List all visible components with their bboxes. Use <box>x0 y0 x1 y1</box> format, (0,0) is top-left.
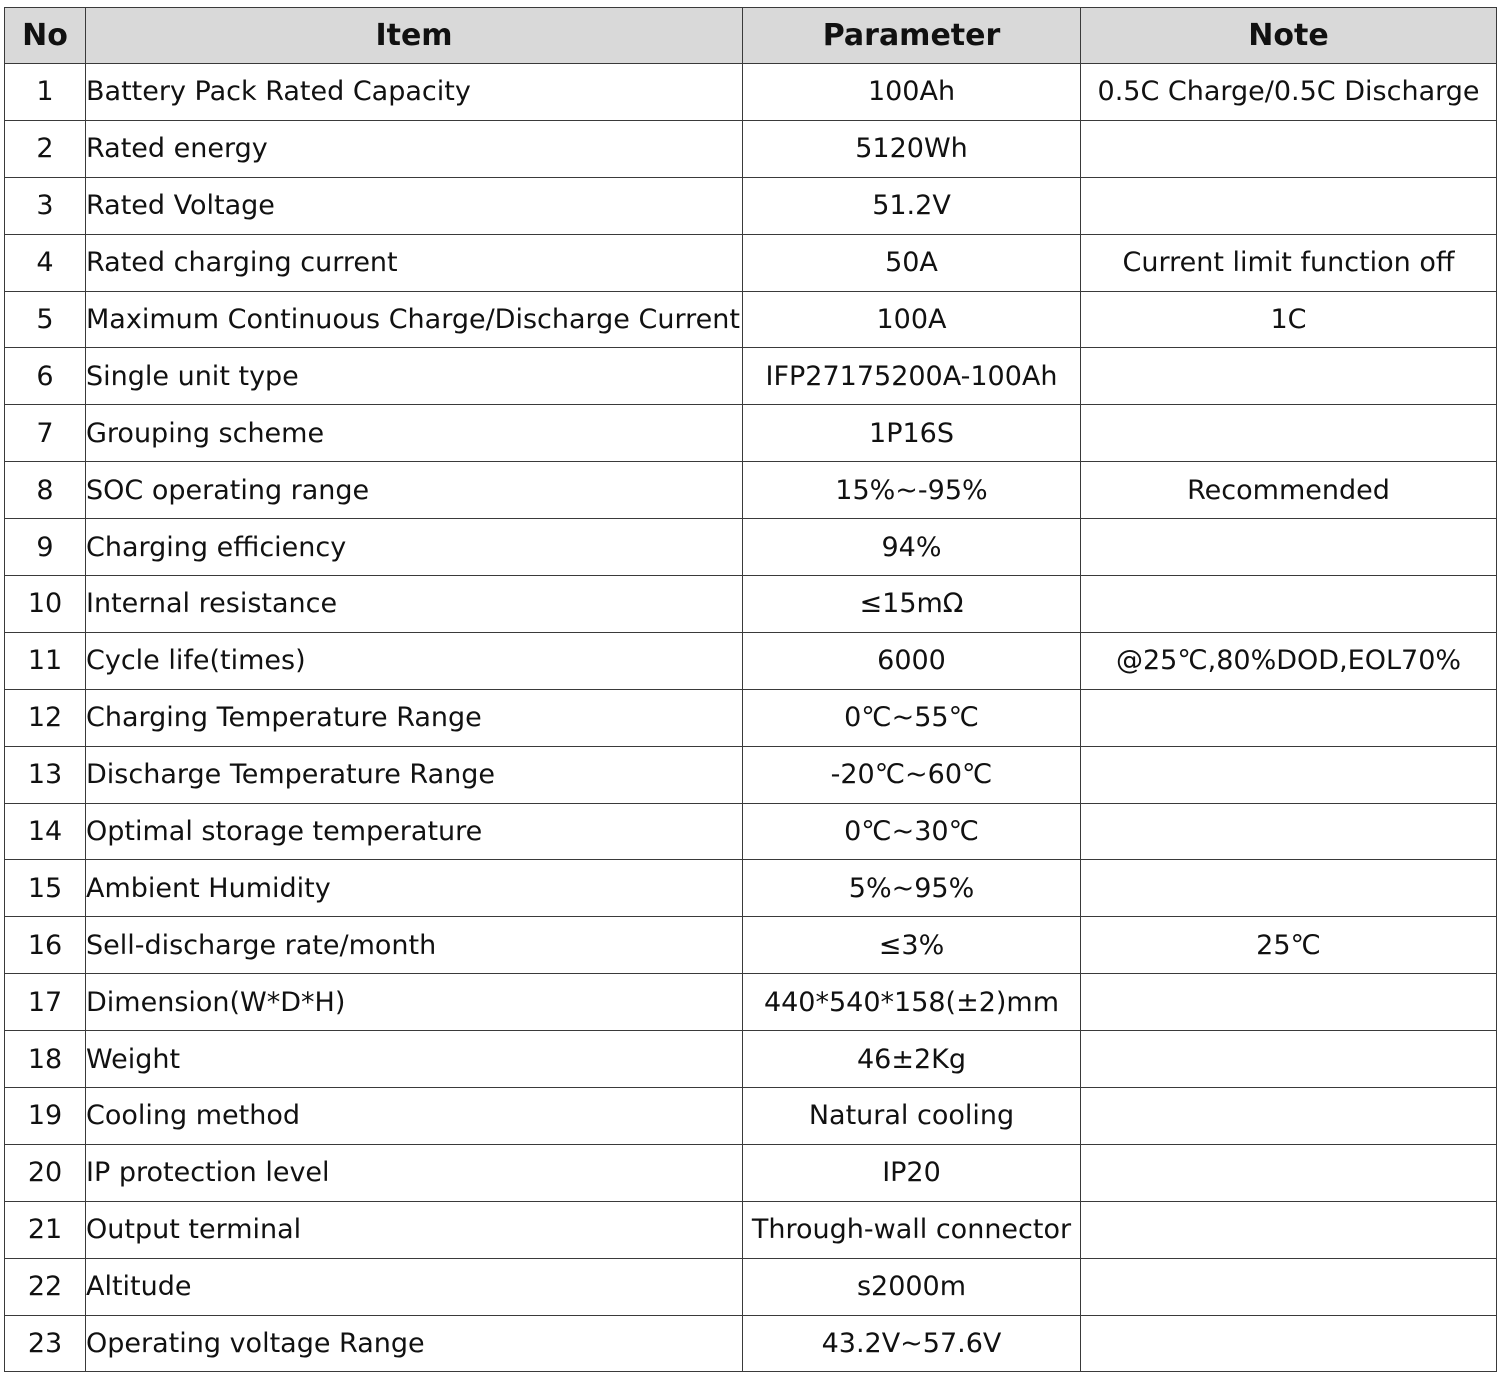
cell-no: 12 <box>5 689 86 746</box>
header-parameter: Parameter <box>743 8 1081 64</box>
table-row <box>5 1258 1497 1315</box>
cell-parameter: 1P16S <box>743 405 1081 462</box>
cell-note: @25℃,80%DOD,EOL70% <box>1081 632 1497 689</box>
table-row <box>5 917 1497 974</box>
cell-note <box>1081 177 1497 234</box>
cell-parameter: s2000m <box>743 1258 1081 1315</box>
cell-parameter: IFP27175200A-100Ah <box>743 348 1081 405</box>
cell-no: 7 <box>5 405 86 462</box>
cell-note <box>1081 1315 1497 1372</box>
cell-no: 18 <box>5 1031 86 1088</box>
cell-note <box>1081 1144 1497 1201</box>
cell-parameter: ≤15mΩ <box>743 576 1081 633</box>
cell-item: Maximum Continuous Charge/Discharge Current <box>86 291 743 348</box>
cell-no: 15 <box>5 860 86 917</box>
cell-parameter: 6000 <box>743 632 1081 689</box>
cell-item: Cooling method <box>86 1088 743 1145</box>
cell-no: 5 <box>5 291 86 348</box>
cell-no: 3 <box>5 177 86 234</box>
cell-item: Optimal storage temperature <box>86 803 743 860</box>
cell-item: Dimension(W*D*H) <box>86 974 743 1031</box>
table-row <box>5 689 1497 746</box>
cell-no: 17 <box>5 974 86 1031</box>
cell-parameter: 0℃~30℃ <box>743 803 1081 860</box>
cell-item: Grouping scheme <box>86 405 743 462</box>
table-row <box>5 1031 1497 1088</box>
cell-no: 9 <box>5 519 86 576</box>
cell-item: Operating voltage Range <box>86 1315 743 1372</box>
table-row <box>5 291 1497 348</box>
cell-note <box>1081 576 1497 633</box>
table-row <box>5 1144 1497 1201</box>
header-no: No <box>5 8 86 64</box>
cell-parameter: -20℃~60℃ <box>743 746 1081 803</box>
table-body <box>5 64 1497 1372</box>
cell-item: Charging efficiency <box>86 519 743 576</box>
cell-item: Single unit type <box>86 348 743 405</box>
cell-no: 22 <box>5 1258 86 1315</box>
cell-parameter: 51.2V <box>743 177 1081 234</box>
table-row <box>5 974 1497 1031</box>
cell-item: Altitude <box>86 1258 743 1315</box>
cell-parameter: 94% <box>743 519 1081 576</box>
table-row <box>5 120 1497 177</box>
table-row <box>5 803 1497 860</box>
cell-item: Discharge Temperature Range <box>86 746 743 803</box>
cell-no: 21 <box>5 1201 86 1258</box>
cell-note: 1C <box>1081 291 1497 348</box>
cell-note <box>1081 1258 1497 1315</box>
cell-note <box>1081 860 1497 917</box>
cell-item: SOC operating range <box>86 462 743 519</box>
cell-item: Charging Temperature Range <box>86 689 743 746</box>
cell-note <box>1081 120 1497 177</box>
cell-parameter: IP20 <box>743 1144 1081 1201</box>
cell-item: Rated Voltage <box>86 177 743 234</box>
cell-note <box>1081 803 1497 860</box>
table-row <box>5 348 1497 405</box>
cell-parameter: 0℃~55℃ <box>743 689 1081 746</box>
cell-parameter: 100Ah <box>743 64 1081 121</box>
table-row <box>5 177 1497 234</box>
cell-item: Output terminal <box>86 1201 743 1258</box>
table-row <box>5 234 1497 291</box>
cell-parameter: ≤3% <box>743 917 1081 974</box>
header-row <box>5 8 1497 64</box>
table-row <box>5 1315 1497 1372</box>
cell-parameter: 50A <box>743 234 1081 291</box>
cell-no: 2 <box>5 120 86 177</box>
cell-item: Rated energy <box>86 120 743 177</box>
cell-item: IP protection level <box>86 1144 743 1201</box>
cell-no: 11 <box>5 632 86 689</box>
table-row <box>5 519 1497 576</box>
cell-note: 25℃ <box>1081 917 1497 974</box>
cell-note <box>1081 746 1497 803</box>
cell-no: 10 <box>5 576 86 633</box>
cell-parameter: Through-wall connector <box>743 1201 1081 1258</box>
cell-item: Cycle life(times) <box>86 632 743 689</box>
cell-no: 19 <box>5 1088 86 1145</box>
cell-no: 13 <box>5 746 86 803</box>
header-item: Item <box>86 8 743 64</box>
cell-parameter: Natural cooling <box>743 1088 1081 1145</box>
cell-item: Ambient Humidity <box>86 860 743 917</box>
cell-note <box>1081 348 1497 405</box>
cell-item: Sell-discharge rate/month <box>86 917 743 974</box>
table-row <box>5 405 1497 462</box>
table-row <box>5 576 1497 633</box>
table-row <box>5 64 1497 121</box>
table-row <box>5 860 1497 917</box>
cell-note: Recommended <box>1081 462 1497 519</box>
cell-parameter: 100A <box>743 291 1081 348</box>
table-row <box>5 632 1497 689</box>
table-row <box>5 1201 1497 1258</box>
cell-no: 4 <box>5 234 86 291</box>
cell-parameter: 43.2V~57.6V <box>743 1315 1081 1372</box>
cell-note: Current limit function off <box>1081 234 1497 291</box>
cell-note <box>1081 1031 1497 1088</box>
cell-no: 6 <box>5 348 86 405</box>
cell-item: Battery Pack Rated Capacity <box>86 64 743 121</box>
cell-no: 14 <box>5 803 86 860</box>
cell-no: 8 <box>5 462 86 519</box>
cell-note <box>1081 405 1497 462</box>
cell-parameter: 46±2Kg <box>743 1031 1081 1088</box>
cell-parameter: 440*540*158(±2)mm <box>743 974 1081 1031</box>
cell-no: 20 <box>5 1144 86 1201</box>
cell-note: 0.5C Charge/0.5C Discharge <box>1081 64 1497 121</box>
spec-table <box>4 7 1497 1372</box>
cell-parameter: 5120Wh <box>743 120 1081 177</box>
cell-no: 16 <box>5 917 86 974</box>
cell-no: 1 <box>5 64 86 121</box>
cell-note <box>1081 519 1497 576</box>
cell-no: 23 <box>5 1315 86 1372</box>
cell-item: Weight <box>86 1031 743 1088</box>
cell-parameter: 5%~95% <box>743 860 1081 917</box>
table-row <box>5 1088 1497 1145</box>
table-row <box>5 462 1497 519</box>
cell-note <box>1081 974 1497 1031</box>
cell-note <box>1081 1088 1497 1145</box>
cell-note <box>1081 1201 1497 1258</box>
cell-note <box>1081 689 1497 746</box>
cell-item: Internal resistance <box>86 576 743 633</box>
header-note: Note <box>1081 8 1497 64</box>
cell-parameter: 15%~-95% <box>743 462 1081 519</box>
table-row <box>5 746 1497 803</box>
cell-item: Rated charging current <box>86 234 743 291</box>
table-header <box>5 8 1497 64</box>
